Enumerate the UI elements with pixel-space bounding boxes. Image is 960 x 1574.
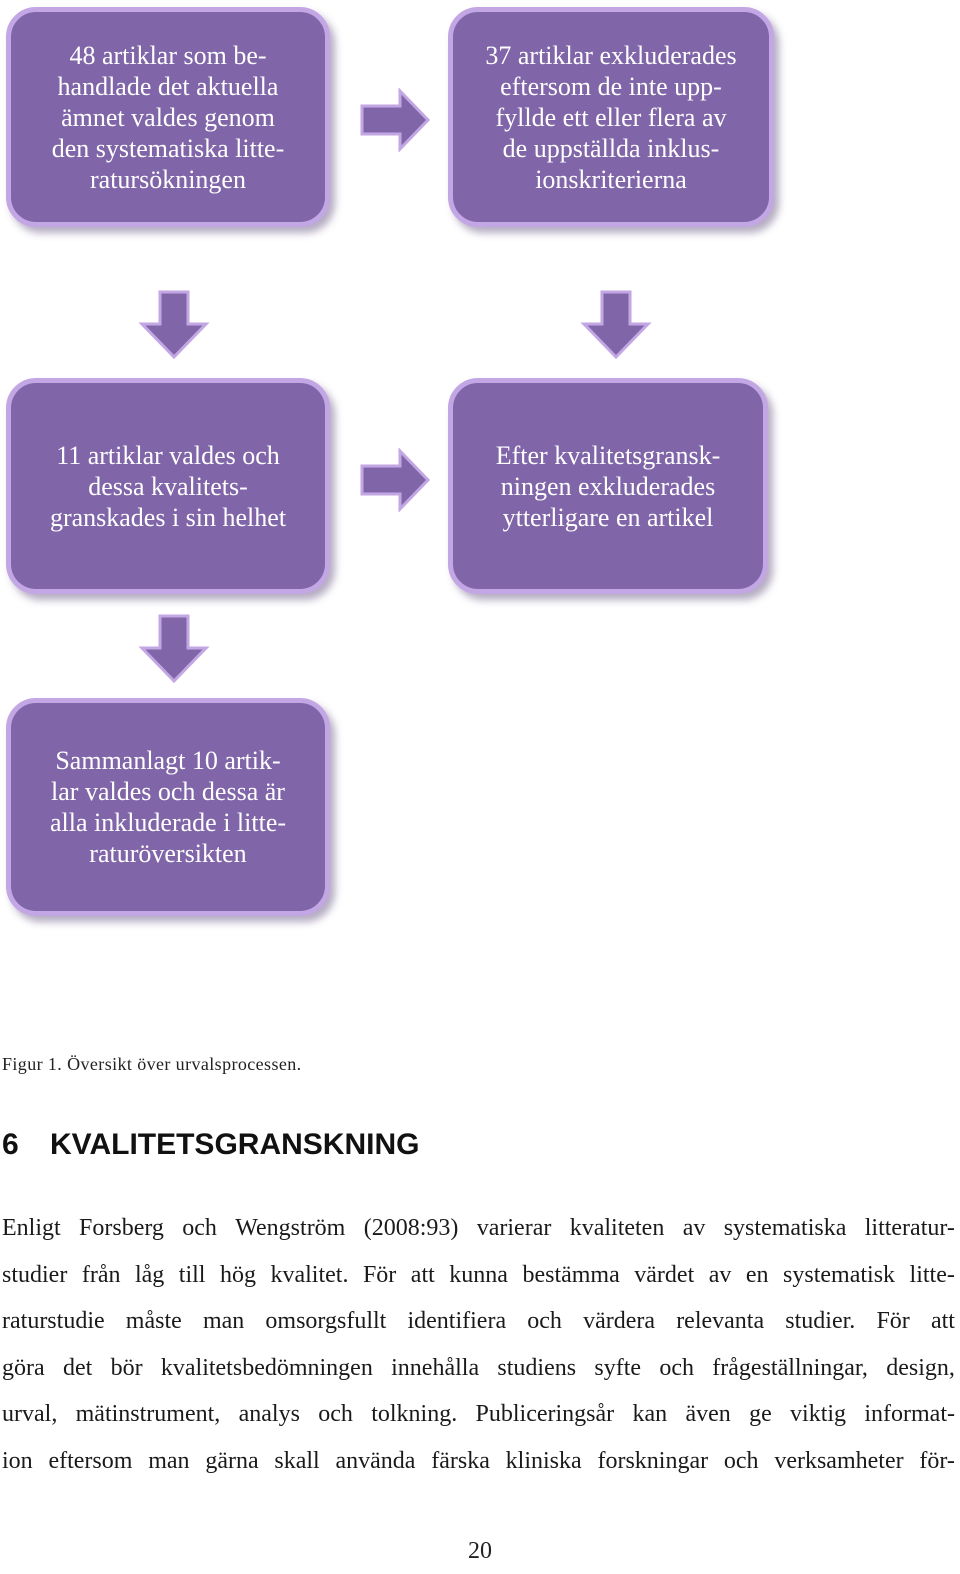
flow-box-excluded-after-review-text: Efter kvalitetsgransk- ningen exkluderades ytterligare en artikel — [495, 440, 721, 532]
paragraph-line-text: Enligt Forsberg och Wengström (2008:93) varierar kvaliteten av systematiska litteratur- — [2, 1215, 955, 1241]
arrow-right-icon — [360, 448, 432, 512]
section-number: 6 — [2, 1128, 19, 1161]
paragraph-line — [2, 1438, 955, 1485]
flow-box-quality-reviewed — [6, 378, 330, 594]
figure-caption: Figur 1. Översikt över urvalsprocessen. — [2, 1054, 302, 1074]
paragraph-line — [2, 1298, 955, 1345]
page-number: 20 — [468, 1538, 492, 1564]
flow-box-searched — [6, 7, 330, 227]
flow-box-final-included-text: Sammanlagt 10 artik- lar valdes och dessa är alla inkluderade i litte- raturöversikten — [49, 746, 287, 868]
flow-box-excluded-text: 37 artiklar exkluderades eftersom de inte upp- fyllde ett eller flera av de uppställda inklus- ionskriterierna — [485, 40, 737, 194]
flow-box-quality-reviewed-text: 11 artiklar valdes och dessa kvalitets- granskades i sin helhet — [49, 440, 287, 532]
paragraph-line — [2, 1252, 955, 1299]
arrow-down-icon — [580, 290, 652, 360]
section-heading — [2, 1128, 419, 1162]
arrow-down-icon — [138, 614, 210, 684]
flow-box-excluded-after-review — [448, 378, 768, 594]
paragraph-line — [2, 1205, 955, 1252]
section-title: KVALITETSGRANSKNING — [50, 1128, 420, 1161]
flow-box-final-included — [6, 698, 330, 916]
paragraph-line-text: ion eftersom man gärna skall använda färska kliniska forskningar och verksamheter för- — [2, 1447, 955, 1474]
arrow-right-icon — [360, 88, 432, 152]
flow-box-excluded — [448, 7, 774, 227]
flow-box-searched-text: 48 artiklar som be- handlade det aktuella ämnet valdes genom den systematiska litte- ratursökningen — [51, 40, 285, 194]
arrow-down-icon — [138, 290, 210, 360]
paragraph-line-text: göra det bör kvalitetsbedömningen innehålla studiens syfte och frågeställningar, design, — [2, 1354, 955, 1381]
paragraph-line-text: urval, mätinstrument, analys och tolkning. Publiceringsår kan även ge viktig informat- — [2, 1401, 955, 1427]
paragraph-line-text: raturstudie måste man omsorgsfullt identifiera och värdera relevanta studier. För att — [2, 1308, 955, 1334]
paragraph-line — [2, 1391, 955, 1438]
paragraph-line-text: studier från låg till hög kvalitet. För att kunna bestämma värdet av en systematisk litte- — [2, 1261, 955, 1288]
body-paragraph — [2, 1205, 955, 1484]
paragraph-line — [2, 1345, 955, 1392]
